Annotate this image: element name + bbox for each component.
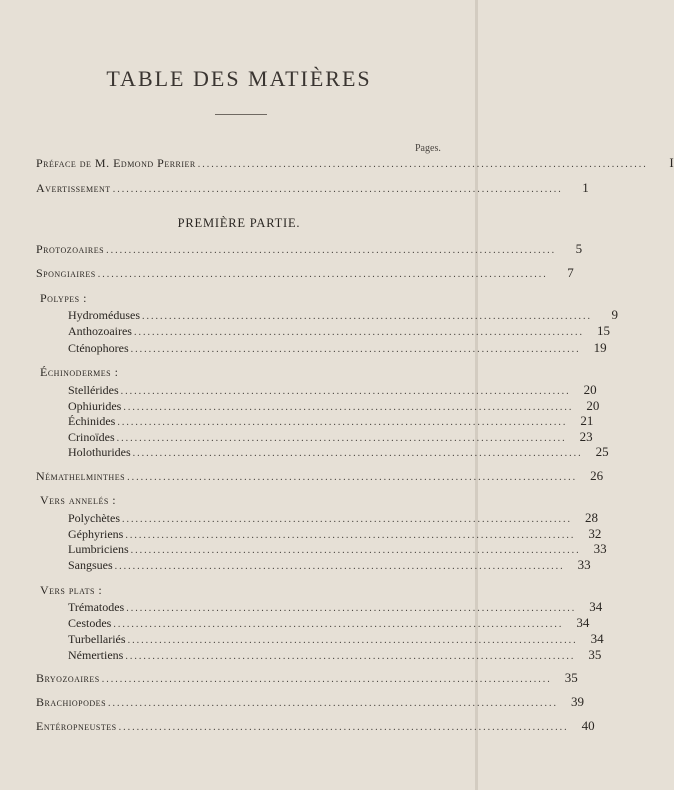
dot-leader: .................................................................................................... — [108, 698, 559, 709]
toc-entry-label: Bryozoaires — [36, 671, 100, 685]
dot-leader: .................................................................................................... — [117, 417, 568, 428]
toc-entry-label: Cténophores — [68, 341, 129, 355]
toc-entry-enteropneustes[interactable] — [36, 718, 595, 734]
dot-leader: .................................................................................................... — [127, 635, 578, 646]
group-heading-echinodermes: Échinodermes : — [40, 365, 119, 379]
toc-entry-label: Némathelminthes — [36, 469, 126, 483]
dot-leader: .................................................................................................... — [114, 561, 565, 572]
toc-entry-label: Polychètes — [68, 511, 120, 525]
toc-entry-page: 33 — [577, 557, 591, 572]
toc-entry-crinoides[interactable] — [68, 429, 593, 445]
toc-entry-page: I — [669, 155, 674, 170]
toc-entry-label: Cestodes — [68, 616, 112, 630]
toc-entry-page: 5 — [575, 241, 583, 256]
toc-entry-preface[interactable] — [36, 155, 674, 171]
dot-leader: .................................................................................................... — [123, 402, 574, 413]
dot-leader: .................................................................................................... — [122, 514, 572, 525]
toc-entry-page: 34 — [576, 615, 590, 630]
dot-leader: .................................................................................................... — [127, 472, 578, 483]
dot-leader: .................................................................................................... — [118, 722, 569, 733]
toc-entry-label: Trématodes — [68, 600, 125, 614]
toc-entry-label: Brachiopodes — [36, 695, 107, 709]
toc-entry-anthozoaires[interactable] — [68, 323, 610, 339]
toc-entry-page: 39 — [571, 694, 585, 709]
toc-entry-label: Ophiurides — [68, 399, 122, 413]
toc-entry-label: Échinides — [68, 414, 116, 428]
toc-entry-page: 25 — [595, 444, 609, 459]
part-heading: PREMIÈRE PARTIE. — [177, 216, 301, 230]
toc-entry-page: 1 — [582, 180, 589, 195]
toc-entry-page: 23 — [579, 429, 593, 444]
toc-entry-label: Préface de M. Edmond Perrier — [36, 156, 196, 170]
toc-entry-avertissement[interactable] — [36, 180, 589, 196]
title-divider — [215, 114, 267, 115]
toc-entry-page: 7 — [567, 265, 574, 280]
toc-entry-label: Stellérides — [68, 383, 119, 397]
dot-leader: .................................................................................................... — [120, 386, 571, 397]
page-title: TABLE DES MATIÈRES — [106, 66, 372, 91]
toc-entry-polychetes[interactable] — [68, 510, 598, 526]
dot-leader: .................................................................................................... — [106, 245, 557, 256]
toc-entry-holothurides[interactable] — [68, 444, 609, 460]
toc-entry-label: Géphyriens — [68, 527, 124, 541]
dot-leader: .................................................................................................... — [132, 448, 583, 459]
toc-entry-turbellaries[interactable] — [68, 631, 604, 647]
toc-entry-page: 34 — [589, 599, 603, 614]
dot-leader: .................................................................................................... — [97, 269, 548, 280]
toc-entry-label: Avertissement — [36, 181, 111, 195]
dot-leader: .................................................................................................... — [197, 159, 648, 170]
pages-column-label: Pages. — [415, 143, 441, 154]
toc-entry-label: Turbellariés — [68, 632, 126, 646]
dot-leader: .................................................................................................... — [125, 651, 576, 662]
toc-entry-label: Holothurides — [68, 445, 131, 459]
toc-entry-page: 20 — [586, 398, 600, 413]
toc-entry-page: 40 — [581, 718, 595, 733]
toc-entry-lumbriciens[interactable] — [68, 541, 607, 557]
toc-entry-spongiaires[interactable] — [36, 265, 574, 281]
toc-entry-label: Crinoïdes — [68, 430, 115, 444]
dot-leader: .................................................................................................... — [112, 184, 563, 195]
toc-entry-page: 34 — [590, 631, 604, 646]
toc-entry-page: 19 — [593, 340, 607, 355]
dot-leader: .................................................................................................... — [116, 433, 567, 444]
toc-entry-page: 20 — [583, 382, 597, 397]
dot-leader: .................................................................................................... — [130, 344, 581, 355]
toc-entry-label: Sangsues — [68, 558, 113, 572]
toc-entry-page: 21 — [580, 413, 594, 428]
toc-entry-brachiopodes[interactable] — [36, 694, 585, 710]
toc-entry-trematodes[interactable] — [68, 599, 603, 615]
toc-entry-page: 32 — [588, 526, 602, 541]
toc-entry-page: 9 — [611, 307, 618, 322]
dot-leader: .................................................................................................... — [126, 603, 577, 614]
toc-entry-bryozoaires[interactable] — [36, 670, 578, 686]
toc-entry-ophiurides[interactable] — [68, 398, 600, 414]
group-heading-vers-plats: Vers plats : — [40, 583, 103, 597]
dot-leader: .................................................................................................... — [142, 311, 592, 322]
toc-entry-nemathelminthes[interactable] — [36, 468, 604, 484]
toc-entry-echinides[interactable] — [68, 413, 594, 429]
toc-entry-label: Némertiens — [68, 648, 124, 662]
dot-leader: .................................................................................................... — [101, 674, 552, 685]
toc-entry-gephyriens[interactable] — [68, 526, 602, 542]
toc-entry-label: Protozoaires — [36, 242, 105, 256]
toc-entry-sangsues[interactable] — [68, 557, 591, 573]
dot-leader: .................................................................................................... — [125, 530, 576, 541]
toc-entry-stellerides[interactable] — [68, 382, 597, 398]
toc-entry-nemertiens[interactable] — [68, 647, 602, 663]
dot-leader: .................................................................................................... — [113, 619, 564, 630]
toc-entry-label: Hydroméduses — [68, 308, 140, 322]
group-heading-vers-anneles: Vers annelés : — [40, 493, 117, 507]
toc-entry-page: 35 — [564, 670, 578, 685]
toc-entry-protozoaires[interactable] — [36, 241, 583, 257]
toc-entry-page: 26 — [590, 468, 604, 483]
toc-entry-page: 28 — [585, 510, 598, 525]
toc-entry-page: 15 — [596, 323, 610, 338]
toc-entry-label: Lumbriciens — [68, 542, 129, 556]
dot-leader: .................................................................................................... — [133, 327, 584, 338]
toc-entry-cestodes[interactable] — [68, 615, 590, 631]
toc-entry-ctenophores[interactable] — [68, 340, 607, 356]
toc-entry-page: 33 — [593, 541, 607, 556]
toc-entry-page: 35 — [588, 647, 602, 662]
toc-entry-label: Entéropneustes — [36, 719, 117, 733]
toc-entry-hydromeduses[interactable] — [68, 307, 618, 323]
dot-leader: .................................................................................................... — [130, 545, 581, 556]
toc-entry-label: Spongiaires — [36, 266, 96, 280]
group-heading-polypes: Polypes : — [40, 291, 87, 305]
toc-entry-label: Anthozoaires — [68, 324, 132, 338]
